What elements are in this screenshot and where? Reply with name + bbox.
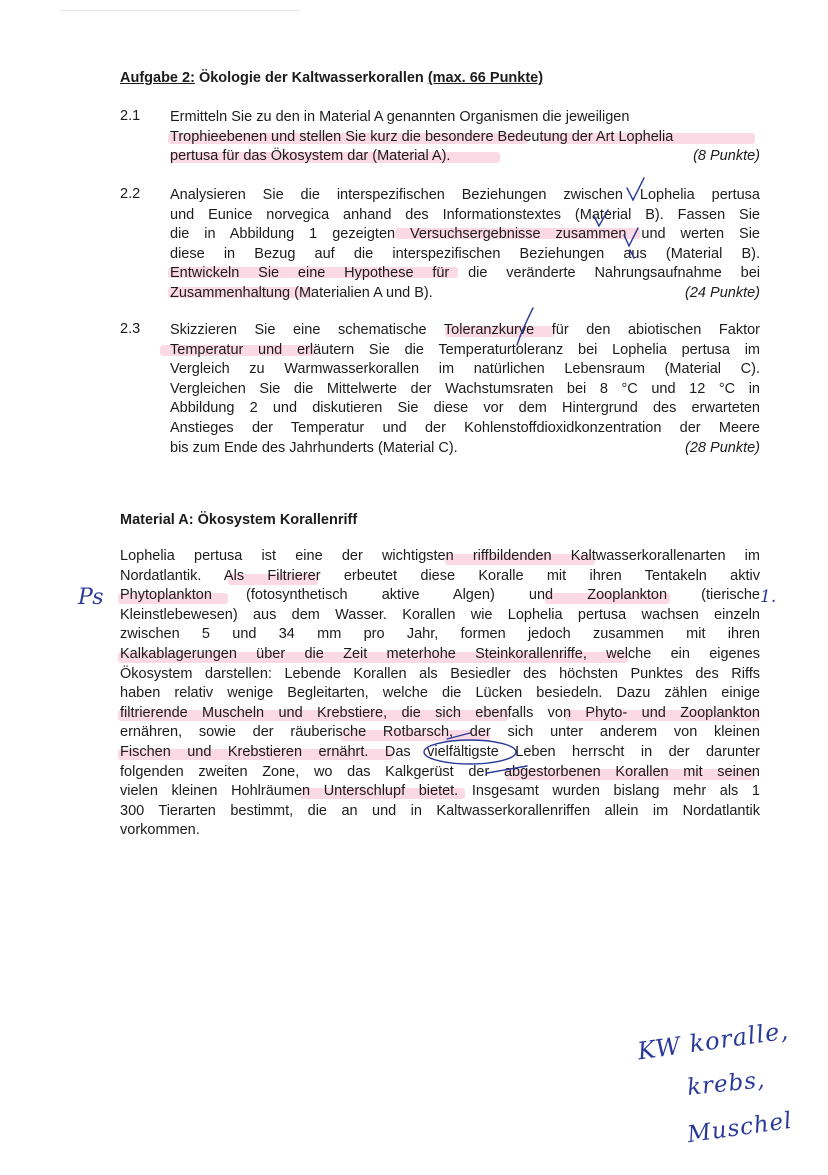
paragraph-line: Ökosystem darstellen: Lebende Korallen als Besiedler des höchsten Punktes des Riffs	[120, 665, 760, 682]
task-line: diese in Bezug auf die interspezifischen Beziehungen aus (Material B).	[170, 245, 760, 262]
paragraph-line: Nordatlantik. Als Filtrierer erbeutet diese Koralle mit ihren Tentakeln aktiv	[120, 567, 760, 584]
material-a-heading: Material A: Ökosystem Korallenriff	[120, 512, 358, 528]
task-line-last	[170, 439, 760, 459]
paragraph-line: Lophelia pertusa ist eine der wichtigsten riffbildenden Kaltwasserkorallenarten im	[120, 548, 760, 564]
task-line: Entwickeln Sie eine Hypothese für die veränderte Nahrungsaufnahme bei	[170, 265, 760, 282]
task-line: Anstieges der Temperatur und der Kohlenstoffdioxidkonzentration der Meere	[170, 419, 760, 436]
task-points: (8 Punkte)	[693, 148, 760, 165]
paragraph-line: vorkommen.	[120, 822, 200, 839]
task-line-text: pertusa für das Ökosystem dar (Material A).	[170, 148, 451, 165]
task-line: die in Abbildung 1 gezeigten Versuchsergebnisse zusammen und werten Sie	[170, 226, 760, 243]
task-line: Temperatur und erläutern Sie die Temperaturtoleranz bei Lophelia pertusa im	[170, 341, 760, 358]
task-number: 2.3	[120, 321, 141, 337]
task-line: und Eunice norvegica anhand des Informationstextes (Material B). Fassen Sie	[170, 206, 760, 223]
material-a-text	[120, 547, 760, 841]
task-line-last	[170, 147, 760, 167]
task-line: Vergleichen Sie die Mittelwerte der Wachstumsraten bei 8 °C und 12 °C in	[170, 380, 760, 397]
task-number: 2.1	[120, 108, 141, 124]
margin-note-left: Ps	[78, 585, 104, 610]
paragraph-line: 300 Tierarten bestimmt, die an und in Kaltwasserkorallenriffen allein im Nordatlantik	[120, 802, 760, 819]
task-text	[170, 186, 760, 304]
task-line: Abbildung 2 und diskutieren Sie diese vor dem Hintergrund des erwarteten	[170, 400, 760, 417]
paragraph-line: vielen kleinen Hohlräumen Unterschlupf bietet. Insgesamt wurden bislang mehr als 1	[120, 783, 760, 800]
task-line: Ermitteln Sie zu den in Material A genannten Organismen die jeweiligen	[170, 109, 630, 125]
handwritten-note	[625, 1015, 825, 1165]
paragraph-line: filtrierende Muscheln und Krebstiere, die sich ebenfalls von Phyto- und Zooplankton	[120, 704, 760, 721]
task-line: Vergleich zu Warmwasserkorallen im natürlichen Lebensraum (Material C).	[170, 361, 760, 378]
task-number: 2.2	[120, 186, 141, 202]
paragraph-line: Kleinstlebewesen) aus dem Wasser. Korallen wie Lophelia pertusa wachsen einzeln	[120, 606, 760, 623]
handwritten-line: Muschel	[685, 1107, 795, 1149]
title-points: (max. 66 Punkte)	[427, 70, 544, 86]
task-line-text: Zusammenhaltung (Materialien A und B).	[170, 284, 433, 301]
task-line-last	[170, 284, 760, 304]
paragraph-line: Fischen und Krebstieren ernährt. Das vielfältigste Leben herrscht in der darunter	[120, 743, 760, 760]
title-text: Ökologie der Kaltwasserkorallen	[198, 70, 424, 86]
handwritten-line: krebs,	[685, 1066, 767, 1102]
paragraph-line: Kalkablagerungen über die Zeit meterhohe Steinkorallenriffe, welche ein eigenes	[120, 645, 760, 662]
paragraph-line: zwischen 5 und 34 mm pro Jahr, formen jedoch zusammen mit ihren	[120, 626, 760, 643]
task-points: (24 Punkte)	[685, 284, 760, 301]
top-rule	[60, 10, 300, 11]
task-text	[170, 108, 760, 167]
task-line: Skizzieren Sie eine schematische Toleranzkurve für den abiotischen Faktor	[170, 322, 760, 338]
title-label: Aufgabe 2:	[120, 70, 195, 86]
margin-note-right: 1.	[760, 587, 777, 607]
task-line-text: bis zum Ende des Jahrhunderts (Material C).	[170, 439, 458, 456]
paragraph-line: Phytoplankton (fotosynthetisch aktive Algen) und Zooplankton (tierische	[120, 587, 760, 604]
page-title	[120, 70, 543, 86]
task-points: (28 Punkte)	[685, 439, 760, 456]
task-text	[170, 321, 760, 458]
paragraph-line: folgenden zweiten Zone, wo das Kalkgerüst der abgestorbenen Korallen mit seinen	[120, 763, 760, 780]
task-line: Analysieren Sie die interspezifischen Beziehungen zwischen Lophelia pertusa	[170, 187, 760, 203]
handwritten-line: KW koralle,	[635, 1016, 791, 1066]
paragraph-line: ernähren, sowie der räuberische Rotbarsch, der sich unter anderem von kleinen	[120, 724, 760, 741]
task-line: Trophieebenen und stellen Sie kurz die besondere Bedeutung der Art Lophelia	[170, 128, 674, 145]
paragraph-line: haben relativ wenige Begleitarten, welche die Lücken besiedeln. Dazu zählen einige	[120, 685, 760, 702]
